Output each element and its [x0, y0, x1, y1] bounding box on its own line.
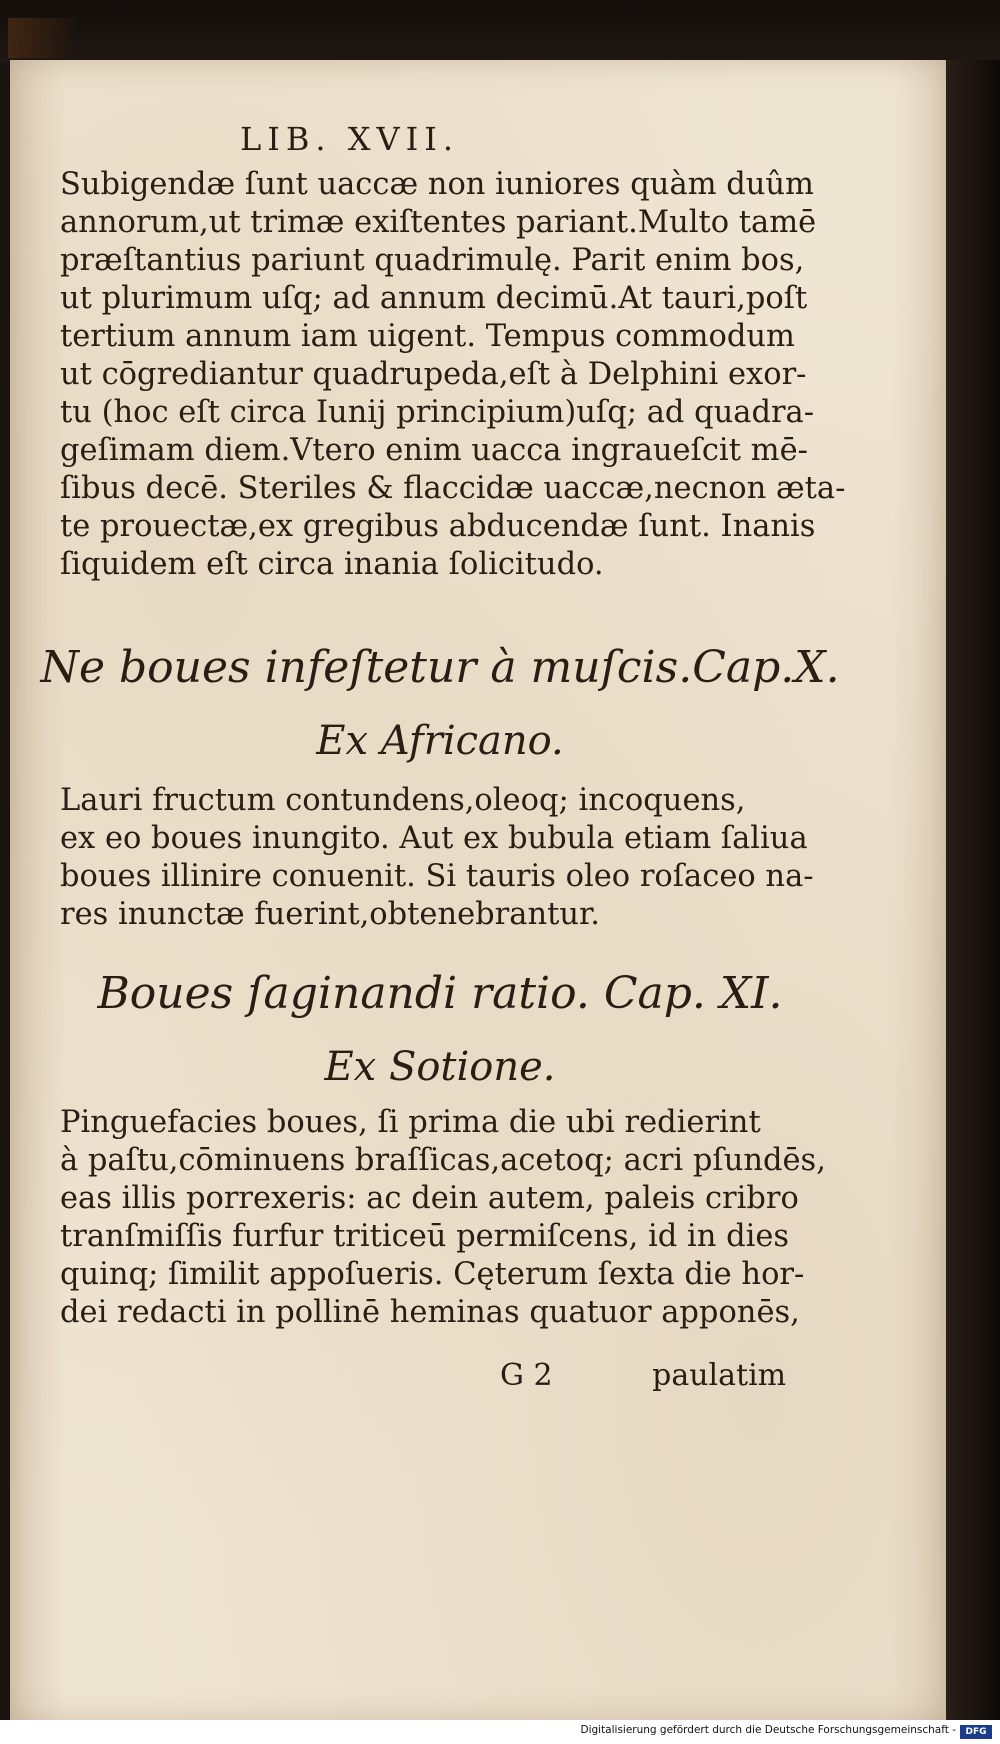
digitization-credit: Digitalisierung gefördert durch die Deutsche Forschungsgemeinschaft -: [580, 1724, 956, 1736]
text-line: ſibus decē. Steriles & flaccidæ uaccæ,necnon æta-: [60, 471, 846, 506]
text-line: ut cōgrediantur quadrupeda,eſt à Delphini exor-: [60, 357, 807, 392]
text-line: dei redacti in pollinē heminas quatuor apponēs,: [60, 1295, 800, 1330]
chapter-source-11: Ex Sotione.: [324, 1044, 556, 1090]
paragraph-2: [60, 782, 814, 934]
text-line: boues illinire conuenit. Si tauris oleo roſaceo na-: [60, 859, 814, 894]
paragraph-3: [60, 1104, 826, 1332]
text-line: præſtantius pariunt quadrimulę. Parit enim bos,: [60, 243, 805, 278]
text-line: annorum,ut trimæ exiſtentes pariant.Multo tamē: [60, 205, 817, 240]
signature-mark: G 2: [500, 1358, 553, 1393]
text-line: Lauri fructum contundens,oleoq; incoquens,: [60, 783, 746, 818]
text-line: tu (hoc eſt circa Iunij principium)uſq; ad quadra-: [60, 395, 815, 430]
text-line: ut plurimum uſq; ad annum decimū.At tauri,poſt: [60, 281, 808, 316]
running-head: LIB. XVII.: [240, 120, 460, 158]
text-line: te prouectæ,ex gregibus abducendæ ſunt. Inanis: [60, 509, 816, 544]
text-line: ſiquidem eſt circa inania ſolicitudo.: [60, 547, 604, 582]
text-line: tertium annum iam uigent. Tempus commodum: [60, 319, 795, 354]
scan-top-border: [0, 0, 1000, 62]
text-line: Pinguefacies boues, ſi prima die ubi redierint: [60, 1105, 761, 1140]
scan-corner-mark: [8, 18, 78, 58]
catchword: paulatim: [652, 1358, 787, 1393]
chapter-source-10: Ex Africano.: [316, 718, 564, 764]
text-line: ex eo boues inungito. Aut ex bubula etiam ſaliua: [60, 821, 808, 856]
chapter-heading-10: Ne boues infeſtetur à muſcis.Cap.X.: [40, 642, 840, 693]
chapter-heading-11: Boues ſaginandi ratio. Cap. XI.: [97, 968, 783, 1019]
text-line: Subigendæ ſunt uaccæ non iuniores quàm duûm: [60, 167, 814, 202]
text-line: geſimam diem.Vtero enim uacca ingraueſcit mē-: [60, 433, 808, 468]
text-line: eas illis porrexeris: ac dein autem, paleis cribro: [60, 1181, 799, 1216]
text-line: à paſtu,cōminuens braſſicas,acetoq; acri pſundēs,: [60, 1143, 826, 1178]
text-line: res inunctæ fuerint,obtenebrantur.: [60, 897, 600, 932]
text-line: quinq; ſimilit appoſueris. Cęterum ſexta die hor-: [60, 1257, 805, 1292]
scan-right-border: [946, 60, 1000, 1720]
page-footer: [500, 1358, 786, 1393]
dfg-logo: DFG: [960, 1725, 992, 1739]
text-line: tranſmiſſis furfur triticeū permiſcens, id in dies: [60, 1219, 790, 1254]
paragraph-1: [60, 166, 846, 584]
